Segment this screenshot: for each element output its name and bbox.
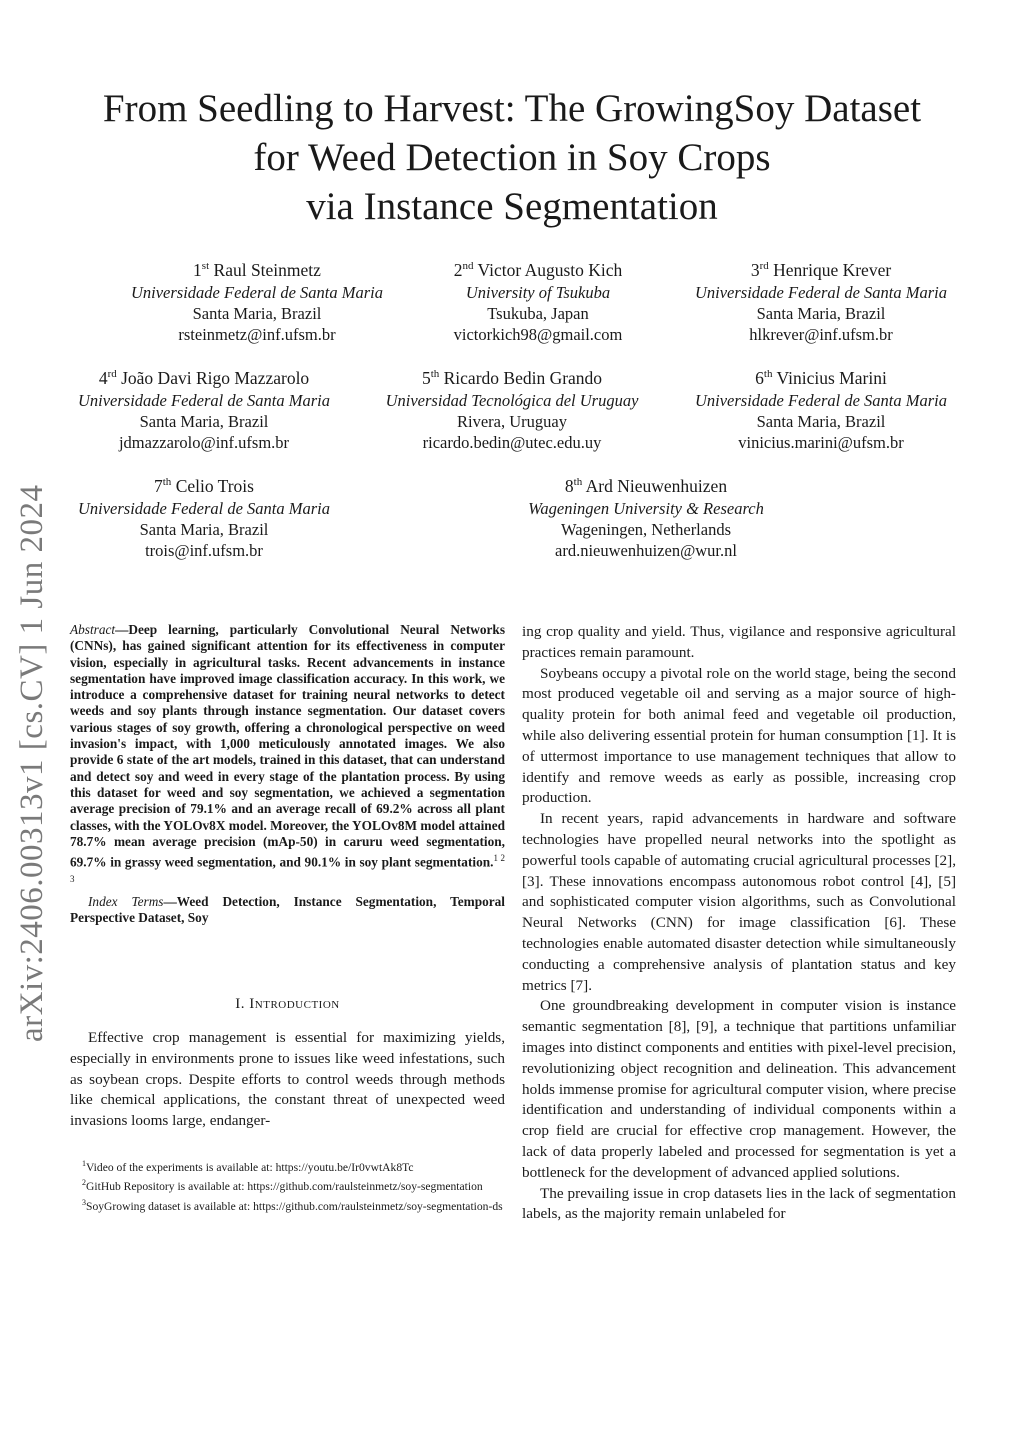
author-ordinal-suffix: th — [573, 476, 583, 488]
intro-left-column — [70, 1028, 505, 1132]
author-name: João Davi Rigo Mazzarolo — [121, 367, 310, 388]
author-affiliation: Universidad Tecnológica del Uruguay — [385, 390, 639, 410]
footnote-text: SoyGrowing dataset is available at: https://github.com/raulsteinmetz/soy-segmentation-ds — [86, 1199, 503, 1213]
paragraph: The prevailing issue in crop datasets lies in the lack of segmentation labels, as the majority remain unlabeled for — [522, 1184, 956, 1223]
author-affiliation: Universidade Federal de Santa Maria — [694, 390, 948, 410]
author-ordinal-suffix: rd — [759, 260, 769, 272]
author-affiliation: Universidade Federal de Santa Maria — [77, 390, 331, 410]
section-heading — [70, 996, 505, 1013]
arxiv-identifier: arXiv:2406.00313v1 [cs.CV] 1 Jun 2024 — [14, 484, 50, 1042]
author-ordinal: 5 — [421, 367, 431, 388]
paragraph: ing crop quality and yield. Thus, vigilance and responsive agricultural practices remain paramount. — [522, 623, 956, 661]
author-name: Vinicius Marini — [776, 367, 887, 388]
index-terms-text: —Weed Detection, Instance Segmentation, Temporal Perspective Dataset, Soy — [70, 893, 505, 925]
title-line: From Seedling to Harvest: The GrowingSoy Dataset — [102, 87, 922, 130]
author-location: Santa Maria, Brazil — [756, 411, 886, 431]
footnote-mark: 2 — [82, 1178, 86, 1188]
footnote-mark: 1 — [82, 1159, 86, 1168]
author-ordinal-suffix: th — [162, 476, 172, 488]
footnote — [70, 1196, 505, 1214]
author-block-5 — [352, 364, 672, 453]
author-ordinal: 8 — [564, 475, 574, 496]
author-email: victorkich98@gmail.com — [453, 324, 623, 344]
author-affiliation: Universidade Federal de Santa Maria — [130, 282, 384, 302]
author-name: Victor Augusto Kich — [477, 259, 623, 280]
author-ordinal: 6 — [755, 367, 764, 388]
author-ordinal-suffix: nd — [462, 260, 474, 272]
footnote-marks: 1 2 3 — [70, 853, 505, 884]
author-location: Santa Maria, Brazil — [192, 303, 322, 323]
author-location: Tsukuba, Japan — [487, 303, 589, 323]
paragraph: One groundbreaking development in computer vision is instance semantic segmentation [8], [9], a technique that partitions unfamiliar images into distinct components and entities with pixel-level precision, revolutionizing object recognition and delineation. This advancement holds immense promise for agricultural computer vision, where precise identification and understanding of individual components within a crop field are crucial for effective crop management. However, the lack of data properly labeled and processed for segmentation is yet a bottleneck for the development of advanced applied solutions. — [522, 997, 956, 1181]
author-affiliation: Universidade Federal de Santa Maria — [694, 282, 948, 302]
author-location: Santa Maria, Brazil — [139, 519, 269, 539]
author-name: Ard Nieuwenhuizen — [585, 475, 728, 496]
abstract-label: Abstract — [70, 622, 116, 637]
author-affiliation: Wageningen University & Research — [528, 498, 764, 518]
author-ordinal-suffix: st — [201, 260, 210, 272]
author-email: ricardo.bedin@utec.edu.uy — [422, 432, 602, 452]
abstract-text: —Deep learning, particularly Convolutional Neural Networks (CNNs), has gained significant attention for its effectiveness in computer vision, especially in agricultural tasks. Recent advancements in instance segmentation have improved image classification accuracy. In this work, we introduce a comprehensive dataset for training neural networks to detect weeds and soy plants through instance segmentation. Our dataset covers various stages of soy growth, offering a chronological perspective on weed invasion's impact, with 1,000 meticulously annotated images. We also provide 6 state of the art models, trained in this dataset, that can understand and detect soy and weed in every stage of the plantation process. By using this dataset for weed and soy segmentation, we achieved a segmentation average precision of 79.1% and an average recall of 69.2% across all plant classes, with the YOLOv8X model. Moreover, the YOLOv8M model attained 78.7% mean average precision (mAp-50) in caruru weed segmentation, 69.7% in grassy weed segmentation, and 90.1% in soy plant segmentation. — [70, 622, 505, 870]
paragraph: Effective crop management is essential for maximizing yields, especially in environments prone to issues like weed infestations, such as soybean crops. Despite efforts to control weeds through methods like chemical applications, the constant threat of unexpected weed invasions looms large, endanger- — [70, 1029, 505, 1130]
title-line: for Weed Detection in Soy Crops — [253, 136, 771, 179]
title-line: via Instance Segmentation — [306, 185, 718, 228]
author-ordinal: 2 — [453, 259, 463, 280]
author-email: jdmazzarolo@inf.ufsm.br — [118, 432, 290, 452]
author-email: vinicius.marini@ufsm.br — [738, 432, 904, 452]
author-ordinal-suffix: th — [430, 368, 440, 380]
section-number: I. — [235, 996, 246, 1012]
author-affiliation: Universidade Federal de Santa Maria — [77, 498, 331, 518]
author-email: rsteinmetz@inf.ufsm.br — [178, 324, 336, 344]
author-name: Henrique Krever — [773, 259, 892, 280]
author-ordinal: 7 — [154, 475, 163, 496]
author-name: Ricardo Bedin Grando — [443, 367, 603, 388]
author-block-3 — [661, 256, 981, 345]
author-block-1 — [97, 256, 417, 345]
author-email: hlkrever@inf.ufsm.br — [749, 324, 893, 344]
author-location: Santa Maria, Brazil — [139, 411, 269, 431]
author-email: trois@inf.ufsm.br — [145, 540, 263, 560]
author-ordinal-suffix: rd — [107, 368, 117, 380]
index-terms-label: Index Terms — [88, 893, 164, 909]
footnote-mark: 3 — [82, 1197, 86, 1207]
paragraph: In recent years, rapid advancements in hardware and software technologies have propelled neural networks into the spotlight as powerful tools capable of automating crucial agricultural processes [2], [3]. These innovations encompass autonomous robot control [4], [5] and sophisticated computer vision algorithms, such as Convolutional Neural Networks (CNN) for image classification [6]. These technologies enable automated disaster detection while simultaneously conducting a comprehensive analysis of plantation status and key metrics [7]. — [522, 810, 956, 994]
abstract — [70, 622, 505, 926]
author-location: Santa Maria, Brazil — [756, 303, 886, 323]
author-ordinal-suffix: th — [763, 368, 773, 380]
footnotes — [70, 1157, 505, 1215]
author-block-2 — [378, 256, 698, 345]
author-ordinal: 1 — [193, 259, 202, 280]
author-name: Celio Trois — [175, 475, 254, 496]
footnote-text: GitHub Repository is available at: https://github.com/raulsteinmetz/soy-segmentation — [86, 1180, 483, 1194]
paragraph: Soybeans occupy a pivotal role on the world stage, being the second most produced vegetable oil and serving as a major source of high-quality protein for both animal feed and vegetable oil production, while also delivering essential protein for human consumption [1]. It is of uttermost importance to use management techniques that allow to identify and remove weeds as early as possible, increasing crop production. — [522, 664, 956, 807]
author-ordinal: 3 — [750, 259, 760, 280]
author-block-7 — [44, 472, 364, 561]
intro-right-column — [522, 622, 956, 1225]
author-email: ard.nieuwenhuizen@wur.nl — [555, 540, 737, 560]
section-title: Introduction — [249, 996, 340, 1012]
author-location: Wageningen, Netherlands — [560, 519, 732, 539]
author-ordinal: 4 — [98, 367, 108, 388]
paper-title — [60, 84, 964, 231]
author-location: Rivera, Uruguay — [457, 411, 567, 431]
author-name: Raul Steinmetz — [213, 259, 321, 280]
footnote — [70, 1176, 505, 1194]
footnote — [70, 1157, 505, 1175]
author-block-6 — [661, 364, 981, 453]
author-affiliation: University of Tsukuba — [465, 282, 611, 302]
author-block-4 — [44, 364, 364, 453]
author-block-8 — [486, 472, 806, 561]
footnote-text: Video of the experiments is available at: https://youtu.be/Ir0vwtAk8Tc — [86, 1160, 414, 1174]
